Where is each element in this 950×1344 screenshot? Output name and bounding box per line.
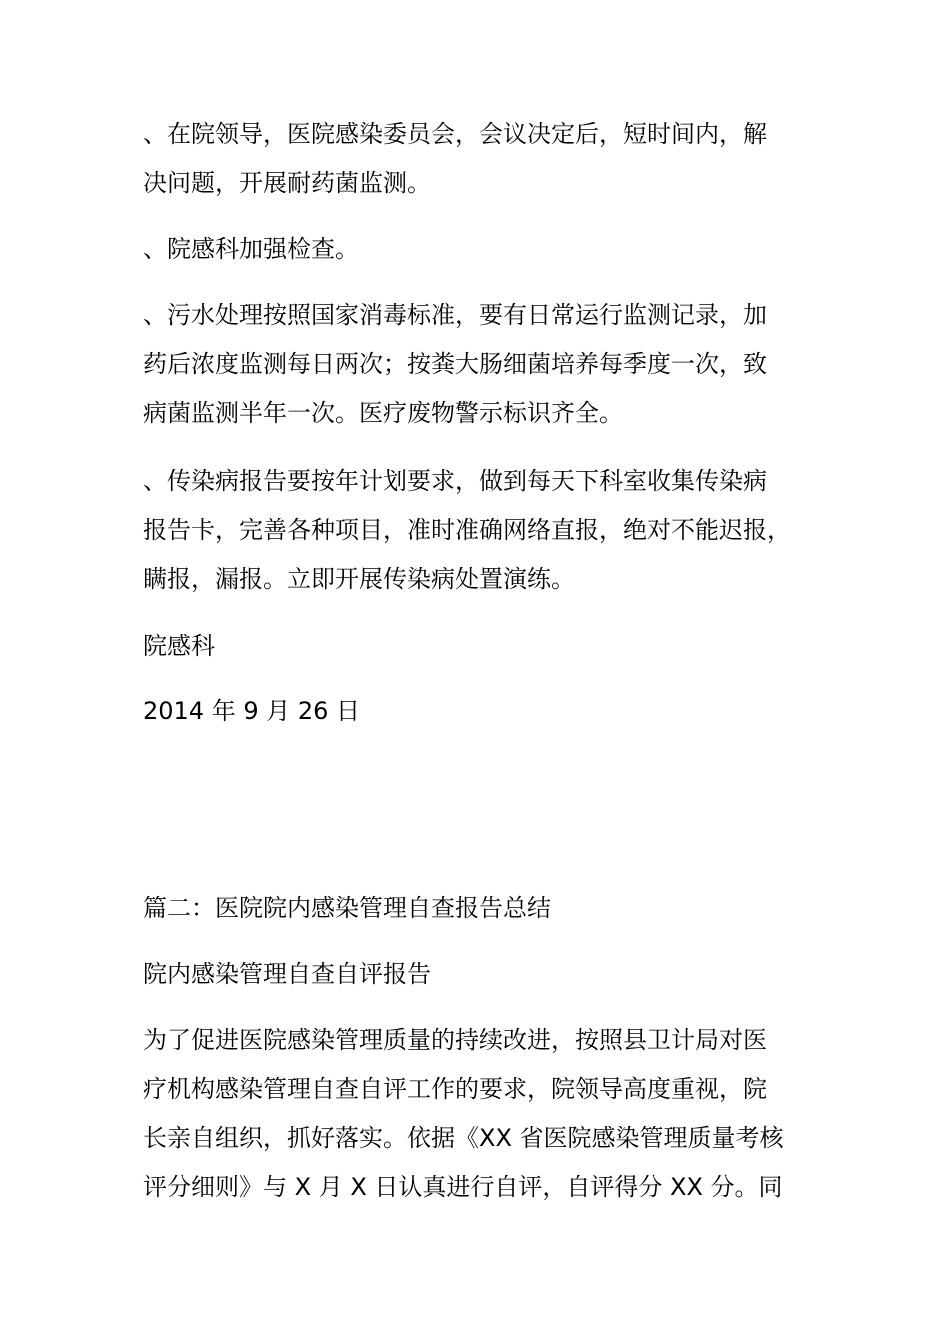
text-line: 、院感科加强检查。: [143, 235, 359, 263]
text-line: 为了促进医院感染管理质量的持续改进，按照县卫计局对医: [143, 1026, 767, 1054]
section-heading: [143, 884, 808, 933]
text-line: 长亲自组织，抓好落实。依据《XX 省医院感染管理质量考核: [143, 1124, 784, 1152]
text-line: 病菌监测半年一次。医疗废物警示标识齐全。: [143, 399, 623, 427]
text-line: 篇二：医院院内感染管理自查报告总结: [143, 894, 551, 922]
text-line: 决问题，开展耐药菌监测。: [143, 169, 431, 197]
text-line: 疗机构感染管理自查自评工作的要求，院领导高度重视，院: [143, 1075, 767, 1103]
text-line: 、传染病报告要按年计划要求，做到每天下科室收集传染病: [143, 467, 767, 495]
signature-department: [143, 622, 808, 671]
text-line: 、污水处理按照国家消毒标准，要有日常运行监测记录，加: [143, 301, 767, 329]
text-line: 报告卡，完善各种项目，准时准确网络直报，绝对不能迟报，: [143, 516, 791, 544]
paragraph-intro: [143, 1016, 808, 1212]
paragraph-disease-report: [143, 457, 808, 604]
report-title: [143, 950, 808, 999]
paragraph-infection-committee: [143, 110, 808, 208]
paragraph-inspection: [143, 225, 808, 274]
signature-date: [143, 687, 808, 736]
paragraph-sewage-treatment: [143, 291, 808, 438]
text-line: 、在院领导，医院感染委员会，会议决定后，短时间内，解: [143, 120, 767, 148]
text-line: 瞒报，漏报。立即开展传染病处置演练。: [143, 565, 575, 593]
text-line: 药后浓度监测每日两次；按粪大肠细菌培养每季度一次，致: [143, 350, 767, 378]
text-line: 评分细则》与 X 月 X 日认真进行自评，自评得分 XX 分。同: [143, 1173, 783, 1201]
text-line: 院感科: [143, 632, 215, 660]
text-line: 2014 年 9 月 26 日: [143, 697, 361, 725]
text-line: 院内感染管理自查自评报告: [143, 960, 431, 988]
